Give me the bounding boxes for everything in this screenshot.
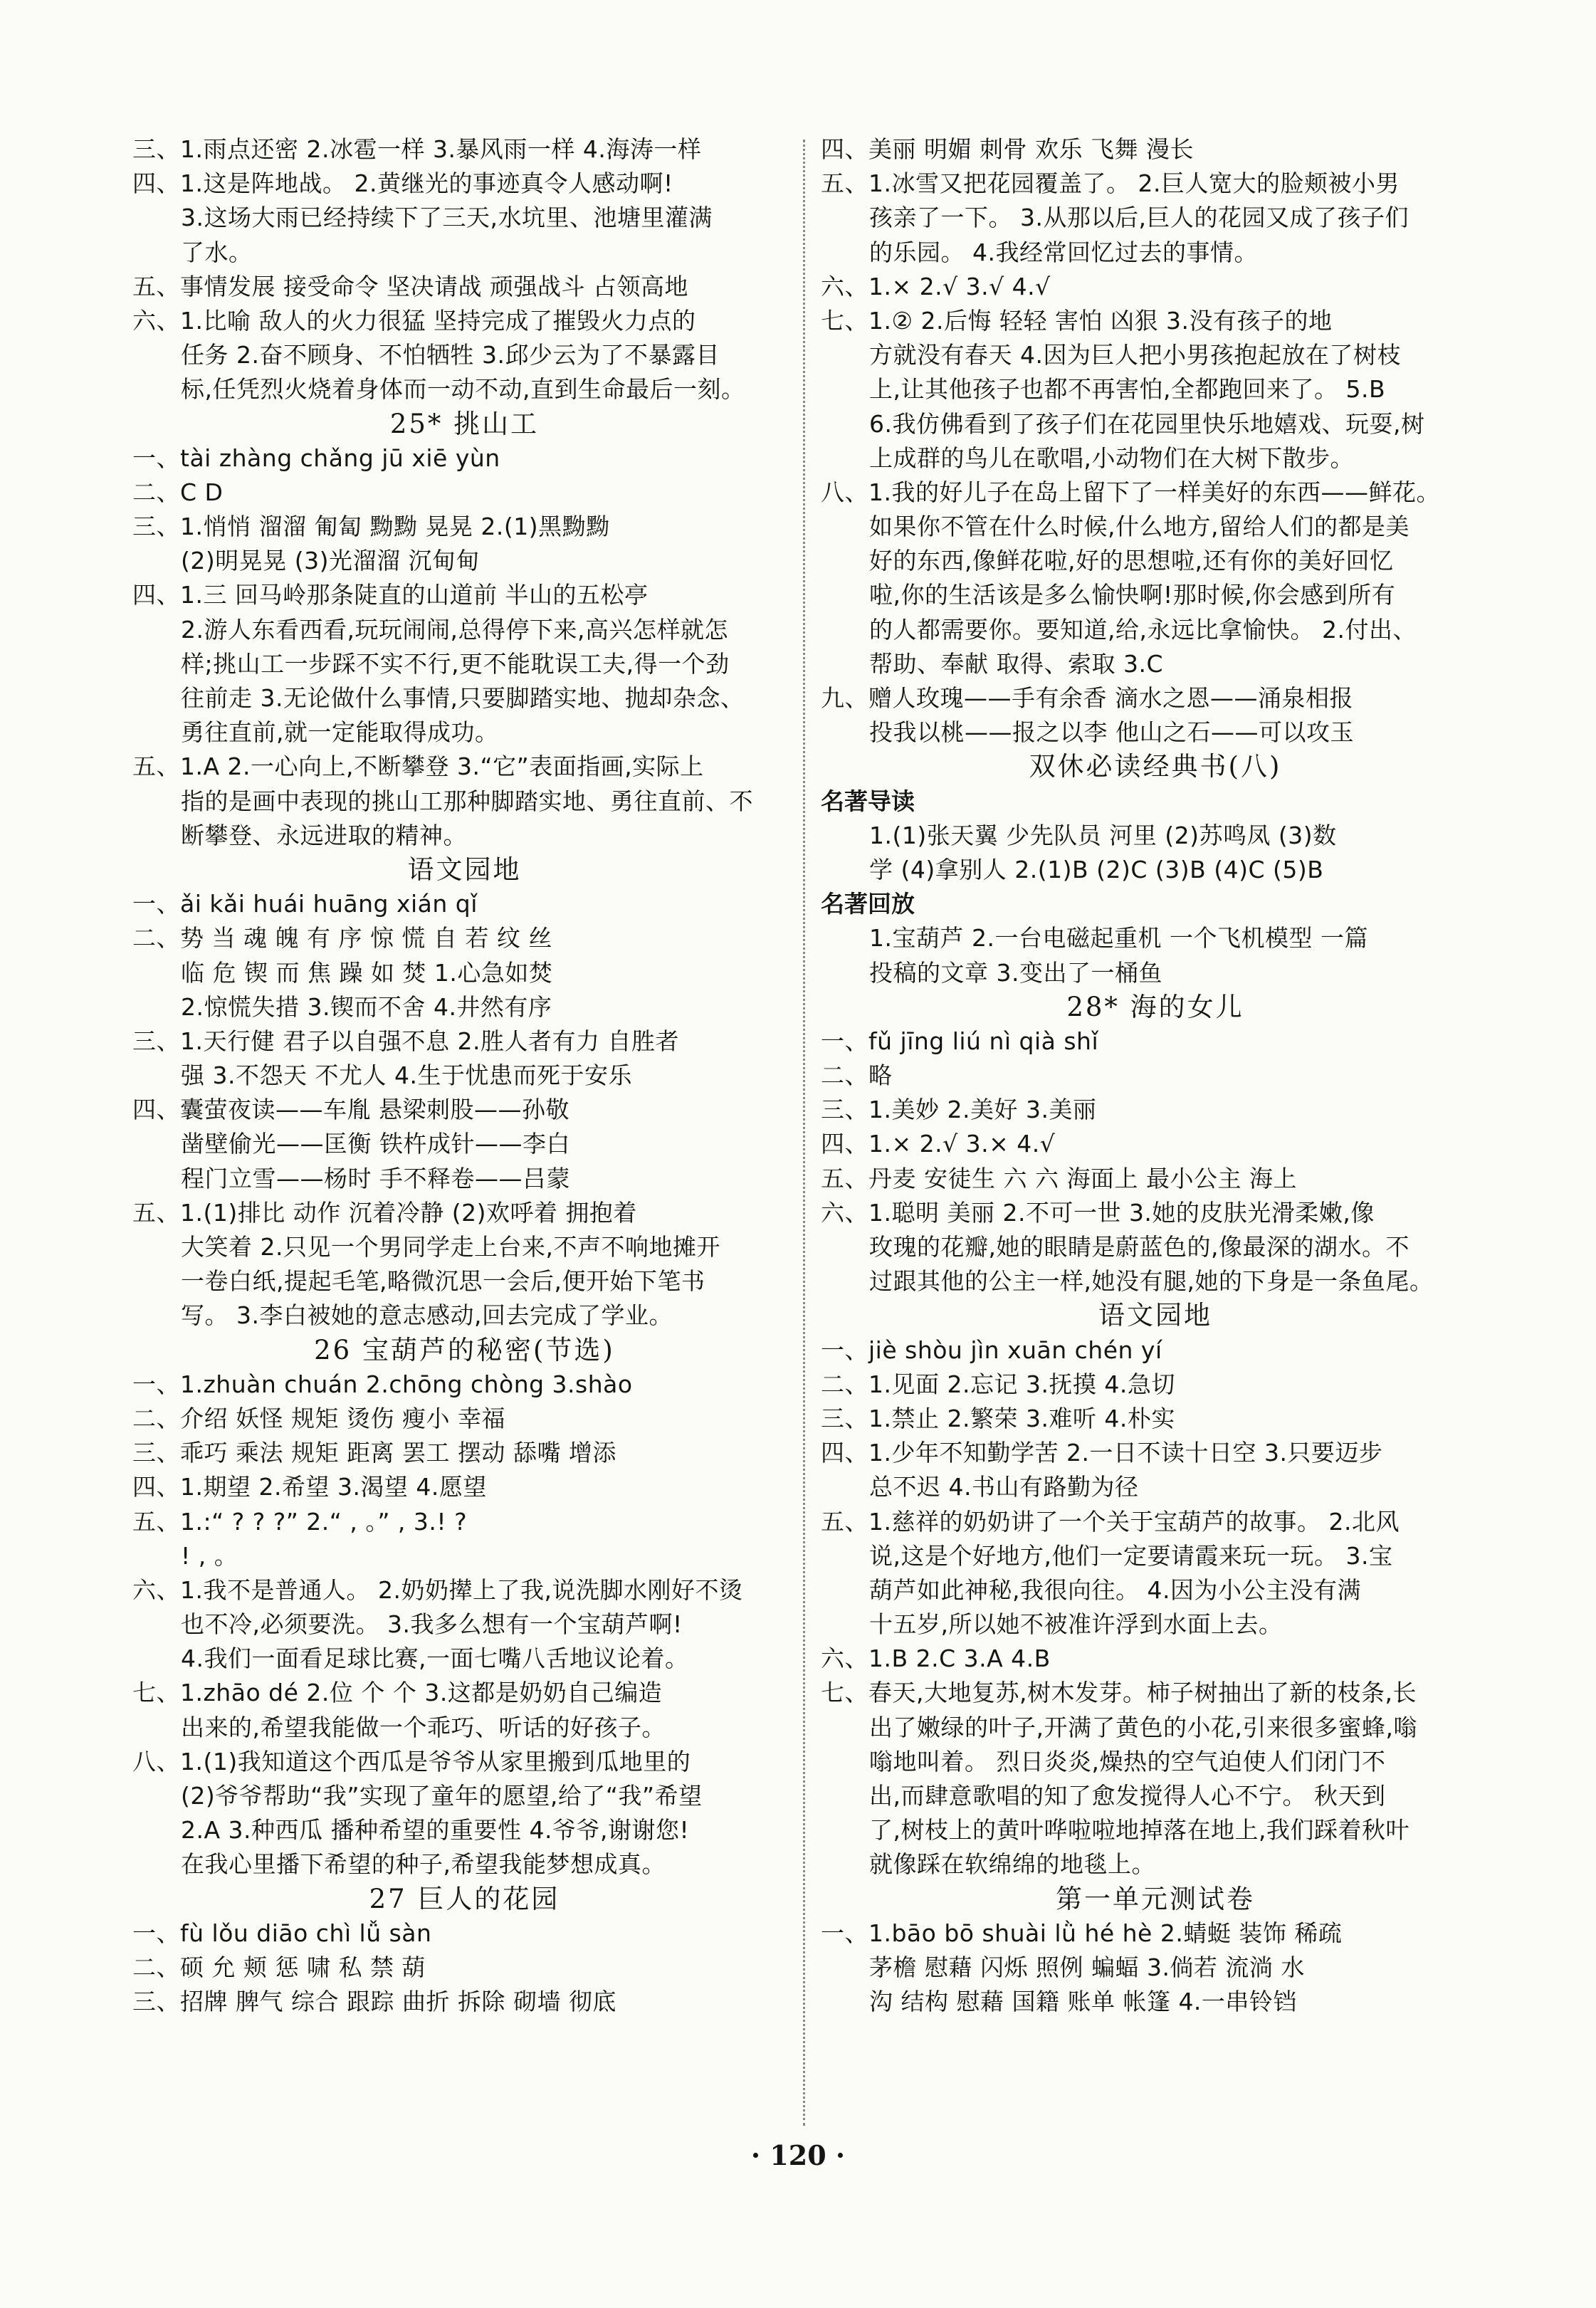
answer-line-continued: 3.这场大雨已经持续下了三天,水坑里、池塘里灌满 [181,204,713,232]
answer-line-continued: 的乐园。 4.我经常回忆过去的事情。 [869,238,1258,266]
answer-line-continued: 十五岁,所以她不被准许浮到水面上去。 [869,1610,1283,1639]
answer-line-continued: 1.宝葫芦 2.一台电磁起重机 一个飞机模型 一篇 [869,924,1368,953]
answer-line: 一、1.zhuàn chuán 2.chōng chòng 3.shào [132,1370,633,1398]
answer-line: 三、招牌 脾气 综合 跟踪 曲折 拆除 砌墙 彻底 [132,1988,616,2016]
answer-line: 二、C D [132,478,224,506]
answer-line: 六、1.× 2.√ 3.√ 4.√ [821,272,1051,300]
answer-line-continued: 沟 结构 慰藉 国籍 账单 帐篷 4.一串铃铛 [869,1988,1297,2016]
answer-line-continued: 指的是画中表现的挑山工那种脚踏实地、勇往直前、不 [181,787,753,815]
answer-line: 三、乖巧 乘法 规矩 距离 罢工 摆动 舔嘴 增添 [132,1439,616,1467]
answer-line-continued: 程门立雪——杨时 手不释卷——吕蒙 [181,1164,570,1192]
answer-line-continued: 茅檐 慰藉 闪烁 照例 蝙蝠 3.倘若 流淌 水 [869,1953,1305,1981]
answer-line-continued: 6.我仿佛看到了孩子们在花园里快乐地嬉戏、玩耍,树 [869,409,1425,438]
answer-line-continued: 如果你不管在什么时候,什么地方,留给人们的都是美 [869,513,1409,541]
answer-line: 二、1.见面 2.忘记 3.抚摸 4.急切 [821,1370,1175,1398]
answer-line-continued: 好的东西,像鲜花啦,好的思想啦,还有你的美好回忆 [869,547,1394,575]
page-number: · 120 · [750,2139,846,2171]
answer-line-continued: 强 3.不怨天 不尤人 4.生于忧患而死于安乐 [181,1061,632,1090]
answer-line: 四、1.少年不知勤学苦 2.一日不读十日空 3.只要迈步 [821,1439,1383,1467]
answer-line: 三、1.天行健 君子以自强不息 2.胜人者有力 自胜者 [132,1027,679,1055]
answer-line: 五、事情发展 接受命令 坚决请战 顽强战斗 占领高地 [132,272,688,300]
answer-line-continued: 投我以桃——报之以李 他山之石——可以攻玉 [869,718,1354,747]
section-heading: 双休必读经典书(八) [1029,751,1282,782]
answer-line: 一、fù lǒu diāo chì lǚ sàn [132,1919,432,1947]
answer-line-continued: 2.A 3.种西瓜 播种希望的重要性 4.爷爷,谢谢您! [181,1816,690,1845]
answer-line-continued: 也不冷,必须要洗。 3.我多么想有一个宝葫芦啊! [181,1610,683,1639]
answer-line-continued: 了,树枝上的黄叶哗啦啦地掉落在地上,我们踩着秋叶 [869,1816,1409,1845]
answer-line-continued: 4.我们一面看足球比赛,一面七嘴八舌地议论着。 [181,1645,689,1673]
answer-line: 八、1.(1)我知道这个西瓜是爷爷从家里搬到瓜地里的 [132,1747,691,1775]
answer-line-continued: 任务 2.奋不顾身、不怕牺牲 3.邱少云为了不暴露目 [181,341,720,369]
answer-line: 九、赠人玫瑰——手有余香 滴水之恩——涌泉相报 [821,684,1353,712]
answer-line-continued: (2)明晃晃 (3)光溜溜 沉甸甸 [181,547,480,575]
left-column [132,132,797,2019]
answer-line-continued: 1.(1)张天翼 少先队员 河里 (2)苏鸣凤 (3)数 [869,821,1337,849]
answer-line: 六、1.B 2.C 3.A 4.B [821,1645,1051,1673]
section-heading: 26 宝葫芦的秘密(节选) [314,1334,615,1365]
answer-line-continued: 就像踩在软绵绵的地毯上。 [869,1850,1155,1879]
answer-line: 五、1.慈祥的奶奶讲了一个关于宝葫芦的故事。 2.北风 [821,1507,1400,1536]
answer-line: 四、囊萤夜读——车胤 悬梁刺股——孙敬 [132,1096,569,1124]
answer-line: 一、fǔ jīng liú nì qià shǐ [821,1027,1099,1055]
answer-line-continued: 上,让其他孩子也都不再害怕,全都跑回来了。 5.B [869,375,1386,404]
answer-line: 六、1.我不是普通人。 2.奶奶撵上了我,说洗脚水刚好不烫 [132,1575,743,1604]
answer-line-continued: 啦,你的生活该是多么愉快啊!那时候,你会感到所有 [869,581,1396,609]
answer-line: 三、1.雨点还密 2.冰雹一样 3.暴风雨一样 4.海涛一样 [132,135,702,163]
answer-line: 七、1.② 2.后悔 轻轻 害怕 凶狠 3.没有孩子的地 [821,306,1333,335]
answer-line-continued: 总不迟 4.书山有路勤为径 [869,1473,1139,1501]
answer-line-continued: 样;挑山工一步踩不实不行,更不能耽误工夫,得一个劲 [181,649,730,678]
answer-line: 三、1.美妙 2.美好 3.美丽 [821,1096,1097,1124]
answer-line-continued: 学 (4)拿别人 2.(1)B (2)C (3)B (4)C (5)B [869,855,1324,883]
answer-line-continued: 在我心里播下希望的种子,希望我能梦想成真。 [181,1850,666,1879]
answer-line: 一、1.bāo bō shuài lǜ hé hè 2.蜻蜓 装饰 稀疏 [821,1919,1343,1947]
answer-line: 二、硕 允 颊 惩 啸 私 禁 葫 [132,1953,426,1981]
right-column [821,132,1490,2019]
answer-line-continued: 帮助、奉献 取得、索取 3.C [869,649,1164,678]
section-heading: 第一单元测试卷 [1056,1883,1255,1914]
section-heading: 语文园地 [1098,1300,1212,1331]
answer-line-continued: 断攀登、永远进取的精神。 [181,821,467,849]
answer-line-continued: (2)爷爷帮助“我”实现了童年的愿望,给了“我”希望 [181,1782,703,1810]
answer-line-continued: 写。 3.李白被她的意志感动,回去完成了学业。 [181,1301,673,1330]
answer-line-continued: 2.惊慌失措 3.锲而不舍 4.井然有序 [181,992,552,1021]
subsection-label: 名著导读 [821,787,915,815]
column-divider [803,140,805,2126]
answer-line: 六、1.比喻 敌人的火力很猛 坚持完成了摧毁火力点的 [132,306,696,335]
answer-line-continued: 玫瑰的花瓣,她的眼睛是蔚蓝色的,像最深的湖水。不 [869,1233,1409,1261]
answer-line: 八、1.我的好儿子在岛上留下了一样美好的东西——鲜花。 [821,478,1440,506]
answer-line: 四、1.期望 2.希望 3.渴望 4.愿望 [132,1473,487,1501]
section-heading: 28* 海的女儿 [1066,991,1244,1022]
answer-line: 三、1.禁止 2.繁荣 3.难听 4.朴实 [821,1404,1175,1432]
answer-line-continued: ! , 。 [181,1541,238,1570]
answer-line: 五、1.冰雪又把花园覆盖了。 2.巨人宽大的脸颊被小男 [821,169,1400,198]
answer-line: 四、1.三 回马岭那条陡直的山道前 半山的五松亭 [132,581,649,609]
answer-line: 一、jiè shòu jìn xuān chén yí [821,1336,1162,1364]
answer-line: 二、介绍 妖怪 规矩 烫伤 瘦小 幸福 [132,1404,505,1432]
section-heading: 25* 挑山工 [389,408,540,439]
answer-line-continued: 说,这是个好地方,他们一定要请霞来玩一玩。 3.宝 [869,1541,1393,1570]
answer-line: 三、1.悄悄 溜溜 匍匐 黝黝 晃晃 2.(1)黑黝黝 [132,513,610,541]
answer-line-continued: 往前走 3.无论做什么事情,只要脚踏实地、抛却杂念、 [181,684,745,712]
answer-line: 七、1.zhāo dé 2.位 个 个 3.这都是奶奶自己编造 [132,1679,663,1707]
answer-line: 五、1.:“ ? ? ?” 2.“ , 。” , 3.! ? [132,1507,468,1536]
answer-line: 二、势 当 魂 魄 有 序 惊 慌 自 若 纹 丝 [132,924,552,953]
section-heading: 27 巨人的花园 [369,1883,560,1914]
answer-line-continued: 凿壁偷光——匡衡 铁杵成针——李白 [181,1130,570,1158]
answer-line-continued: 出了嫩绿的叶子,开满了黄色的小花,引来很多蜜蜂,嗡 [869,1713,1417,1741]
answer-line: 六、1.聪明 美丽 2.不可一世 3.她的皮肤光滑柔嫩,像 [821,1198,1375,1227]
answer-line: 二、略 [821,1061,893,1090]
answer-line-continued: 上成群的鸟儿在歌唱,小动物们在大树下散步。 [869,444,1354,472]
section-heading: 语文园地 [407,854,522,885]
answer-line-continued: 的人都需要你。要知道,给,永远比拿愉快。 2.付出、 [869,615,1417,644]
answer-line-continued: 出,而肆意歌唱的知了愈发搅得人心不宁。 秋天到 [869,1782,1386,1810]
answer-line-continued: 投稿的文章 3.变出了一桶鱼 [869,958,1162,987]
answer-line-continued: 大笑着 2.只见一个男同学走上台来,不声不响地摊开 [181,1233,720,1261]
answer-line: 四、美丽 明媚 刺骨 欢乐 飞舞 漫长 [821,135,1194,163]
answer-line-continued: 嗡地叫着。 烈日炎炎,燥热的空气迫使人们闭门不 [869,1747,1386,1775]
answer-line-continued: 临 危 锲 而 焦 躁 如 焚 1.心急如焚 [181,958,553,987]
answer-line-continued: 过跟其他的公主一样,她没有腿,她的下身是一条鱼尾。 [869,1267,1434,1296]
answer-line-continued: 标,任凭烈火烧着身体而一动不动,直到生命最后一刻。 [181,375,745,404]
answer-line-continued: 葫芦如此神秘,我很向往。 4.因为小公主没有满 [869,1575,1361,1604]
subsection-label: 名著回放 [821,890,915,918]
answer-line: 一、tài zhàng chǎng jū xiē yùn [132,444,500,472]
answer-line-continued: 2.游人东看西看,玩玩闹闹,总得停下来,高兴怎样就怎 [181,615,728,644]
answer-line-continued: 一卷白纸,提起毛笔,略微沉思一会后,便开始下笔书 [181,1267,705,1296]
answer-line: 五、1.A 2.一心向上,不断攀登 3.“它”表面指画,实际上 [132,752,704,781]
answer-line: 七、春天,大地复苏,树木发芽。柿子树抽出了新的枝条,长 [821,1679,1417,1707]
answer-line-continued: 出来的,希望我能做一个乖巧、听话的好孩子。 [181,1713,666,1741]
answer-line: 四、1.× 2.√ 3.× 4.√ [821,1130,1056,1158]
answer-line: 一、ǎi kǎi huái huāng xián qǐ [132,890,478,918]
answer-line-continued: 孩亲了一下。 3.从那以后,巨人的花园又成了孩子们 [869,204,1409,232]
answer-line: 五、丹麦 安徒生 六 六 海面上 最小公主 海上 [821,1164,1297,1192]
answer-line-continued: 了水。 [181,238,253,266]
answer-line: 四、1.这是阵地战。 2.黄继光的事迹真令人感动啊! [132,169,673,198]
answer-line: 五、1.(1)排比 动作 沉着冷静 (2)欢呼着 拥抱着 [132,1198,637,1227]
answer-line-continued: 方就没有春天 4.因为巨人把小男孩抱起放在了树枝 [869,341,1401,369]
answer-line-continued: 勇往直前,就一定能取得成功。 [181,718,499,747]
